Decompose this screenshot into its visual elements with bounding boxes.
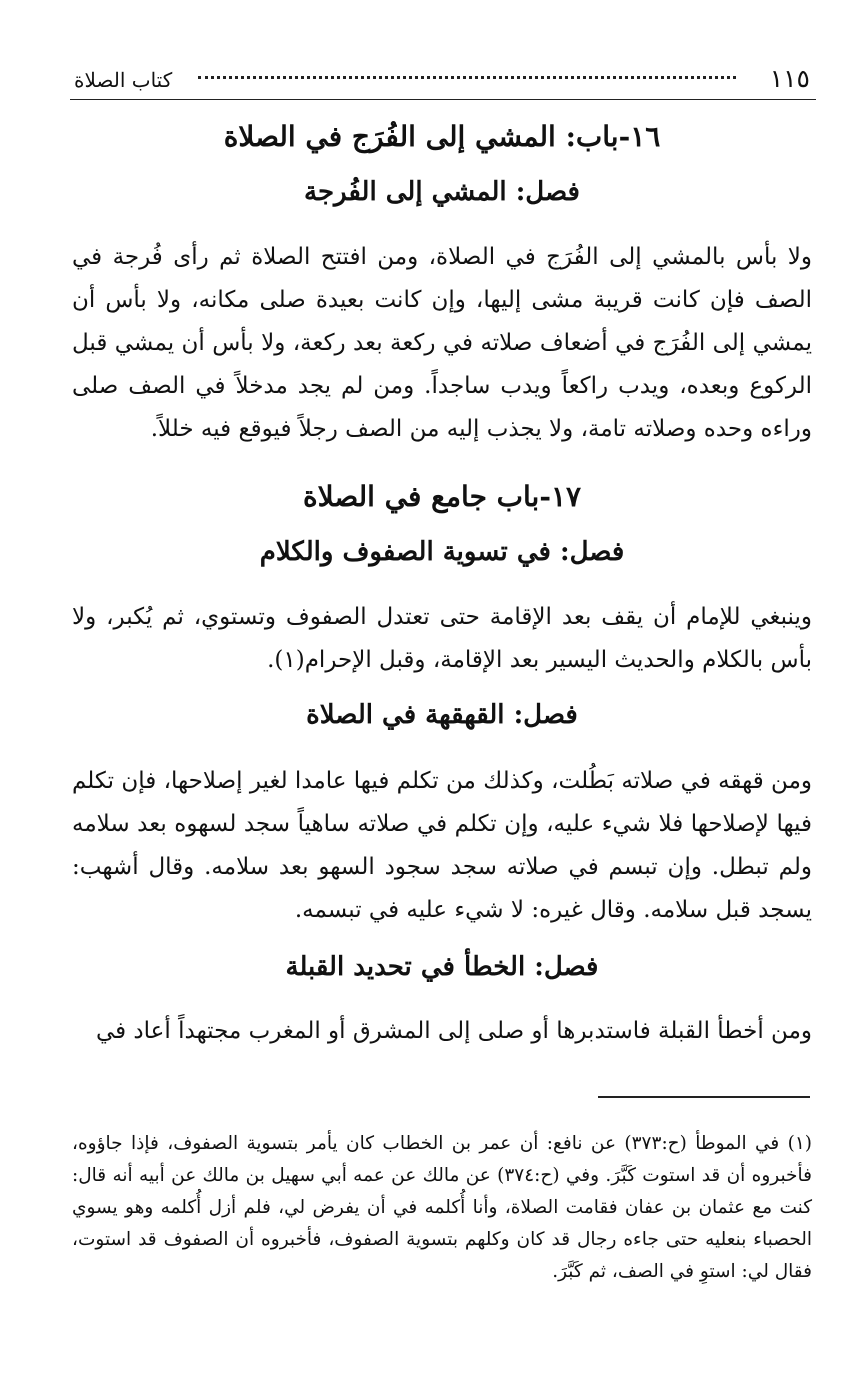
paragraph-qibla-error: ومن أخطأ القبلة فاستدبرها أو صلى إلى المشرق أو المغرب مجتهداً أعاد في <box>95 1018 812 1044</box>
page-number: ١١٥ <box>769 64 810 93</box>
footnote-1: (١) في الموطأ (ح:٣٧٣) عن نافع: أن عمر بن الخطاب كان يأمر بتسوية الصفوف، فإذا جاؤوه، فأخبروه أن قد استوت كَبَّرَ. وفي (ح:٣٧٤) عن مالك عن عمه أبي سهيل بن مالك عن أبيه أنه قال: كنت مع عثمان بن عفان فقامت الصلاة، وأنا أُكلمه في أن يفرض لي، فلم أزل أُكلمه وهو يسوي الحصباء بنعليه حتى جاءه رجال قد كان وكلهم بتسوية الصفوف، فأخبروه أن الصفوف قد استوت، فقال لي: استوِ في الصف، ثم كَبَّرَ. <box>72 1133 813 1282</box>
running-title: كتاب الصلاة <box>74 68 173 92</box>
section-heading-qibla-error: فصل: الخطأ في تحديد القبلة <box>285 952 599 982</box>
section-heading-straightening-rows: فصل: في تسوية الصفوف والكلام <box>259 537 625 567</box>
paragraph-walking-to-gaps: ولا بأس بالمشي إلى الفُرَج في الصلاة، ومن افتتح الصلاة ثم رأى فُرجة في الصف فإن كانت قريبة مشى إليها، وإن كانت بعيدة صلى مكانه، ولا بأس أن يمشي إلى الفُرَج في أضعاف صلاته في ركعة بعد ركعة، ولا بأس أن يمشي قبل الركوع وبعده، ويدب راكعاً ويدب ساجداً. ومن لم يجد مدخلاً في الصف صلى وراءه وحده وصلاته تامة، ولا يجذب إليه من الصف رجلاً فيوقع فيه خللاً. <box>72 244 812 442</box>
section-heading-laughing-in-prayer: فصل: القهقهة في الصلاة <box>306 700 578 730</box>
footnote-separator <box>598 1096 810 1098</box>
header-dot-leader <box>198 76 736 79</box>
chapter-heading-16: ١٦-باب: المشي إلى الفُرَج في الصلاة <box>223 120 661 153</box>
chapter-heading-17: ١٧-باب جامع في الصلاة <box>302 480 582 513</box>
paragraph-straightening-rows: وينبغي للإمام أن يقف بعد الإقامة حتى تعتدل الصفوف وتستوي، ثم يُكبر، ولا بأس بالكلام والحديث اليسير بعد الإقامة، وقبل الإحرام(١). <box>72 604 812 673</box>
header-rule <box>70 99 816 100</box>
running-header <box>70 58 816 94</box>
section-heading-walking-to-gap: فصل: المشي إلى الفُرجة <box>304 177 580 207</box>
paragraph-laughing-in-prayer: ومن قهقه في صلاته بَطُلت، وكذلك من تكلم فيها عامدا لغير إصلاحها، فإن تكلم فيها لإصلاحها فلا شيء عليه، وإن تكلم في صلاته ساهياً سجد لسهوه بعد سلامه ولم تبطل. وإن تبسم في صلاته سجد سجود السهو بعد سلامه. وقال أشهب: يسجد قبل سلامه. وقال غيره: لا شيء عليه في تبسمه. <box>72 768 812 923</box>
